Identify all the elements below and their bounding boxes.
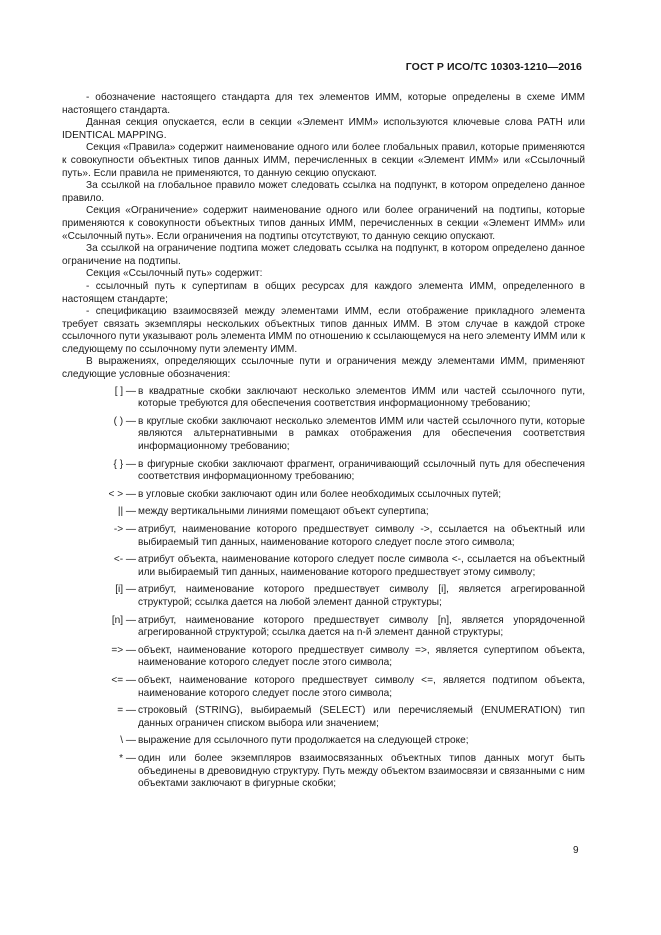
notation-item	[62, 584, 585, 609]
paragraph: За ссылкой на глобальное правило может следовать ссылка на подпункт, в котором определено данное правило.	[62, 180, 585, 204]
notation-symbol: [n] —	[111, 614, 136, 626]
notation-symbol: { } —	[113, 458, 136, 470]
notation-symbol: ( ) —	[113, 415, 136, 427]
notation-symbol: || —	[117, 506, 136, 518]
document-body	[62, 92, 585, 796]
notation-text: в фигурные скобки заключают фрагмент, ограничивающий ссылочный путь для обеспечения соответствия информационному требованию;	[138, 458, 585, 483]
notation-text: в квадратные скобки заключают несколько элементов ИММ или частей ссылочного пути, которые требуются для обеспечения соответствия информационному требованию;	[138, 385, 585, 410]
paragraph: Секция «Правила» содержит наименование одного или более глобальных правил, которые применяются к совокупности объектных типов данных ИММ, перечисленных в секции «Элемент ИММ» или «Ссылочный путь». Если правила не применяются, то данную секцию опускают.	[62, 142, 585, 179]
notation-text: атрибут, наименование которого предшествует символу [i], является агрегированной структурой; ссылка дается на любой элемент данной структуры;	[138, 584, 585, 608]
notation-item	[62, 705, 585, 730]
paragraph: Секция «Ограничение» содержит наименование одного или более ограничений на подтипы, которые применяются к совокупности объектных типов данных ИММ, перечисленных в секции «Элемент ИММ» или «Ссылочный путь». Если ограничения на подтипы отсутствуют, то данную секцию опускают.	[62, 205, 585, 242]
notation-item	[62, 416, 585, 454]
notation-item	[62, 489, 585, 502]
notation-text: атрибут объекта, наименование которого следует после символа <-, ссылается на объектный или выбираемый тип данных, наименование которого предшествует этому символу;	[138, 554, 585, 578]
notation-symbol: < > —	[108, 488, 136, 500]
notation-item	[62, 554, 585, 579]
notation-list	[62, 386, 585, 791]
notation-symbol: [i] —	[115, 584, 136, 596]
notation-symbol: <- —	[113, 554, 136, 566]
notation-text: в угловые скобки заключают один или более необходимых ссылочных путей;	[138, 488, 502, 500]
notation-item	[62, 459, 585, 484]
notation-text: в круглые скобки заключают несколько элементов ИММ или частей ссылочного пути, которые являются альтернативными в рамках отображения для обеспечения соответствия информационному требованию;	[138, 415, 585, 453]
notation-text: атрибут, наименование которого предшествует символу ->, ссылается на объектный или выбираемый тип данных, наименование которого следует после этого символа;	[138, 524, 585, 548]
notation-item	[62, 753, 585, 791]
notation-symbol: = —	[117, 705, 136, 717]
notation-item	[62, 506, 585, 519]
notation-item	[62, 645, 585, 670]
paragraph: В выражениях, определяющих ссылочные пути и ограничения между элементами ИММ, применяют следующие условные обозначения:	[62, 356, 585, 381]
notation-item	[62, 735, 585, 748]
notation-text: между вертикальными линиями помещают объект супертипа;	[138, 506, 429, 518]
paragraph: - ссылочный путь к супертипам в общих ресурсах для каждого элемента ИММ, определенного в настоящем стандарте;	[62, 280, 585, 305]
paragraph: - обозначение настоящего стандарта для тех элементов ИММ, которые определены в схеме ИММ настоящего стандарта.	[62, 92, 585, 116]
notation-text: атрибут, наименование которого предшествует символу [n], является упорядоченной агрегированной структурой; ссылка дается на n-й элемент данной структуры;	[138, 614, 585, 639]
notation-symbol: * —	[119, 752, 136, 764]
notation-symbol: => —	[111, 644, 136, 656]
paragraph: - спецификацию взаимосвязей между элементами ИММ, если отображение прикладного элемента требует связать экземпляры нескольких объектных типов данных ИММ. В этом случае в каждой строке ссылочного пути указывают роль элемента ИММ по отношению к ссылающемуся на него элементу ИММ или к следующему по ссылочному пути элементу ИММ.	[62, 306, 585, 355]
notation-item	[62, 615, 585, 640]
paragraph: Данная секция опускается, если в секции «Элемент ИММ» используются ключевые слова PATH или IDENTICAL MAPPING.	[62, 117, 585, 141]
notation-item	[62, 386, 585, 411]
notation-item	[62, 675, 585, 700]
notation-symbol: <= —	[111, 674, 136, 686]
page-number: 9	[573, 845, 579, 856]
notation-text: строковый (STRING), выбираемый (SELECT) или перечисляемый (ENUMERATION) тип данных ограничен списком выбора или значением;	[138, 705, 585, 729]
notation-symbol: -> —	[113, 524, 136, 535]
notation-text: объект, наименование которого предшествует символу <=, является подтипом объекта, наименование которого следует после этого символа;	[138, 674, 585, 699]
paragraph: Секция «Ссылочный путь» содержит:	[86, 268, 263, 280]
notation-symbol: [ ] —	[114, 385, 136, 397]
paragraph: За ссылкой на ограничение подтипа может следовать ссылка на подпункт, в котором определено данное ограничение на подтипы.	[62, 243, 585, 267]
notation-text: объект, наименование которого предшествует символу =>, является супертипом объекта, наименование которого следует после этого символа;	[138, 644, 585, 669]
notation-symbol: \ —	[120, 735, 136, 747]
standard-header: ГОСТ Р ИСО/ТС 10303-1210—2016	[405, 61, 582, 73]
notation-item	[62, 524, 585, 549]
notation-text: один или более экземпляров взаимосвязанных объектных типов данных могут быть объединены в древовидную структуру. Путь между объектом взаимосвязи и связанными с ним объектами заключают в фигурные скобки;	[138, 752, 585, 790]
notation-text: выражение для ссылочного пути продолжается на следующей строке;	[138, 735, 469, 747]
